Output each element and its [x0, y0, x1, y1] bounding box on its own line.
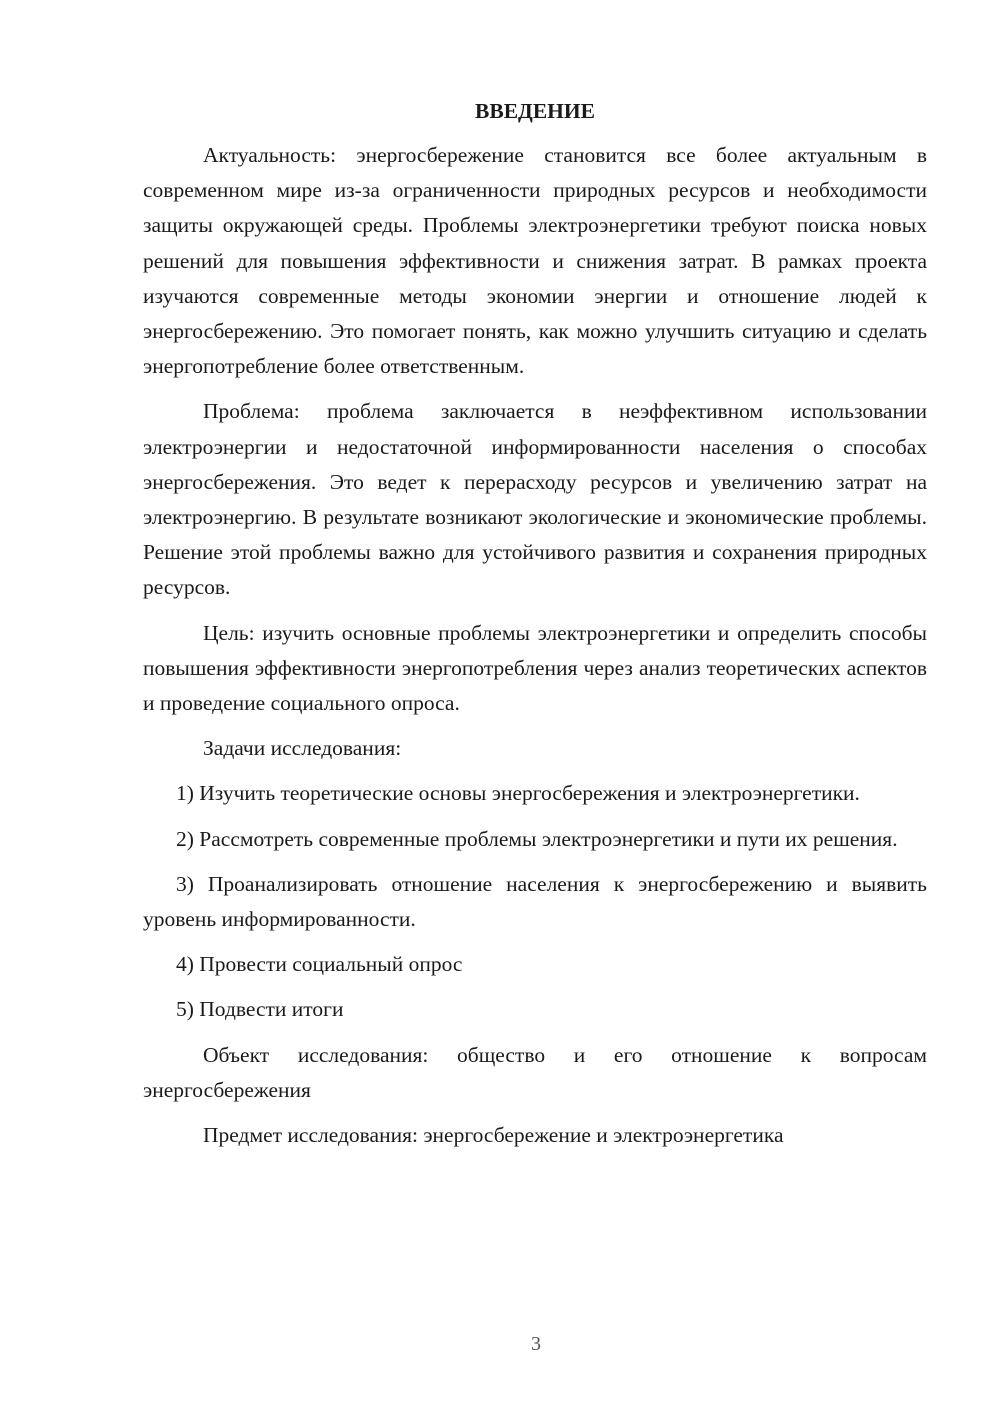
- task-item-4: 4) Провести социальный опрос: [176, 952, 463, 977]
- paragraph-problem: Проблема: проблема заключается в неэффективном использовании электроэнергии и недостаточной информированности населения о способах энергосбережения. Это ведет к перерасходу ресурсов и увеличению затрат на электроэнергию. В результате возникают экологические и экономические проблемы. Решение этой проблемы важно для устойчивого развития и сохранения природных ресурсов.: [143, 399, 927, 600]
- paragraph-relevance: Актуальность: энергосбережение становится все более актуальным в современном мире из-за ограниченности природных ресурсов и необходимости защиты окружающей среды. Проблемы электроэнергетики требуют поиска новых решений для повышения эффективности и снижения затрат. В рамках проекта изучаются современные методы экономии энергии и отношение людей к энергосбережению. Это помогает понять, как можно улучшить ситуацию и сделать энергопотребление более ответственным.: [143, 143, 927, 379]
- paragraph-tasks-heading: Задачи исследования:: [203, 736, 402, 761]
- paragraph-subject: Предмет исследования: энергосбережение и электроэнергетика: [203, 1123, 784, 1148]
- section-title: ВВЕДЕНИЕ: [475, 99, 595, 123]
- task-item-5: 5) Подвести итоги: [176, 997, 344, 1022]
- paragraph-object: Объект исследования: общество и его отношение к вопросам энергосбережения: [143, 1042, 927, 1102]
- page-content: [143, 94, 927, 1163]
- task-item-1: 1) Изучить теоретические основы энергосбережения и электроэнергетики.: [176, 781, 860, 806]
- task-item-2: 2) Рассмотреть современные проблемы электроэнергетики и пути их решения.: [176, 826, 898, 851]
- task-item-3: 3) Проанализировать отношение населения к энергосбережению и выявить уровень информированности.: [143, 871, 927, 932]
- page-number: 3: [531, 1333, 541, 1355]
- paragraph-goal: Цель: изучить основные проблемы электроэнергетики и определить способы повышения эффективности энергопотребления через анализ теоретических аспектов и проведение социального опроса.: [143, 620, 927, 716]
